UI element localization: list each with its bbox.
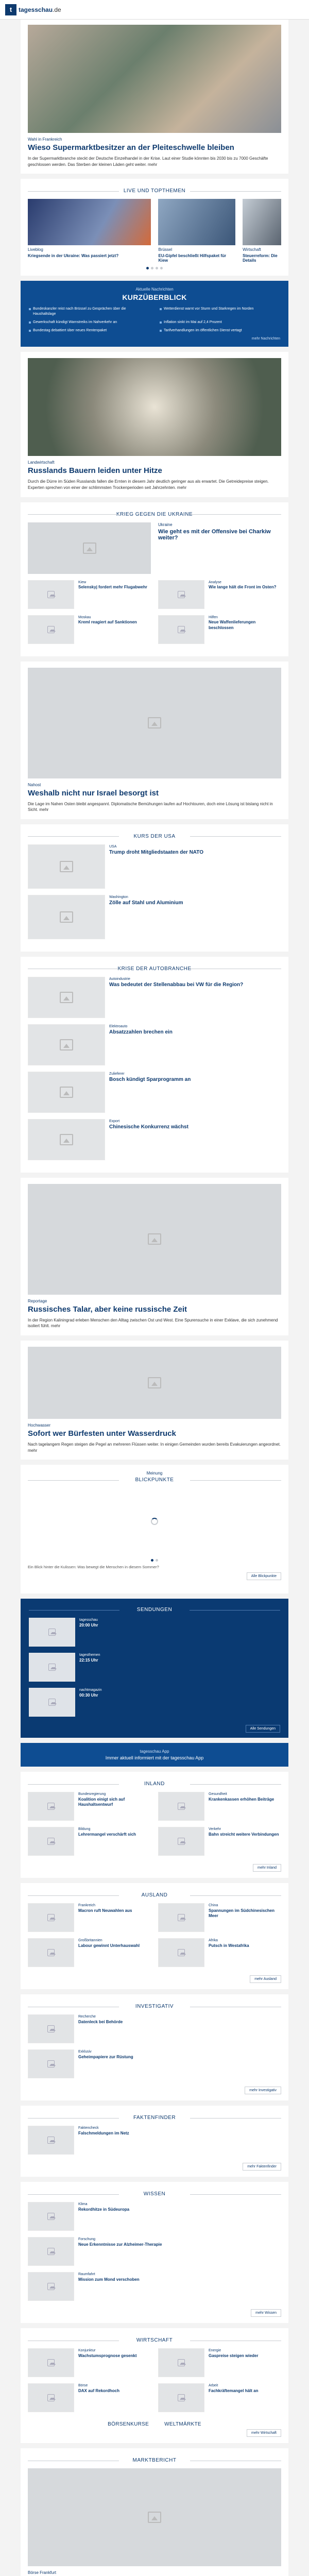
invest-section — [21, 1994, 288, 2100]
brief-kicker: Aktuelle Nachrichten — [135, 287, 174, 292]
ukraine-kicker: Ukraine — [158, 522, 173, 527]
blick-kicker: Meinung — [146, 1471, 163, 1476]
fakten-section — [21, 2106, 288, 2177]
item-title[interactable]: Gaspreise steigen wieder — [209, 2353, 259, 2358]
story-text: Nach tagelangem Regen steigen die Pegel an mehreren Flüssen weiter. In einigen Gemeinden wurden bereits Evakuierungen angeordnet. mehr — [28, 1442, 281, 1453]
market-teaser[interactable] — [28, 2468, 281, 2576]
item-kicker: Elektroauto — [109, 1024, 128, 1028]
wirtschaft-more-button[interactable]: mehr Wirtschaft — [247, 2429, 281, 2437]
live-title[interactable]: EU-Gipfel beschließt Hilfspaket für Kiew — [158, 253, 227, 263]
brief-more-link[interactable]: mehr Nachrichten — [251, 337, 280, 341]
item-title[interactable]: DAX auf Rekordhoch — [78, 2388, 120, 2393]
story-image-2 — [28, 1347, 281, 1419]
item-title[interactable]: Wachstumsprognose gesenkt — [78, 2353, 137, 2358]
item-title[interactable]: Zölle auf Stahl und Aluminium — [109, 900, 183, 906]
feature-text: Durch die Dürre im Süden Russlands fallen die Ernten in diesem Jahr deutlich geringer aus als erwartet. Die Getreidepreise steigen. Experten sprechen von einer der schlimmsten Trockenperioden seit Jahrzehnten. mehr — [28, 479, 269, 490]
usa-section — [21, 824, 288, 952]
feature-kicker: Landwirtschaft — [28, 460, 55, 465]
brief-heading: KURZÜBERBLICK — [122, 293, 187, 302]
item-title[interactable]: Rekordhitze in Südeuropa — [78, 2207, 130, 2212]
market-links — [28, 2421, 281, 2427]
blick-section — [21, 1465, 288, 1594]
live-kicker: Brüssel — [158, 247, 173, 252]
image-placeholder-icon — [158, 1938, 204, 1967]
live-title[interactable]: Steuerreform: Die Details — [243, 253, 278, 263]
carousel-dots[interactable] — [28, 1559, 281, 1562]
item-title[interactable]: Fachkräftemangel hält an — [209, 2388, 259, 2393]
image-placeholder-icon — [28, 1072, 105, 1113]
image-placeholder-icon — [158, 1903, 204, 1932]
list-item[interactable] — [158, 1792, 281, 1821]
list-item[interactable] — [28, 1938, 151, 1967]
section-heading-live: LIVE UND TOPTHEMEN — [28, 188, 281, 194]
list-item[interactable] — [28, 1792, 151, 1821]
image-placeholder-icon — [28, 1024, 105, 1065]
image-placeholder-icon — [28, 2202, 74, 2231]
image-placeholder-icon — [158, 2383, 204, 2412]
list-item[interactable] — [28, 1903, 151, 1932]
brief-bullet[interactable]: Bundestag debattiert über neues Rentenpaket — [29, 328, 149, 333]
item-title[interactable]: Kreml reagiert auf Sanktionen — [78, 620, 137, 624]
image-placeholder-icon — [158, 615, 204, 644]
list-item[interactable] — [28, 1072, 281, 1113]
inland-section — [21, 1772, 288, 1878]
feature-title[interactable]: Russlands Bauern leiden unter Hitze — [28, 466, 162, 476]
logo-mark: t — [5, 4, 16, 15]
item-title[interactable]: Neue Erkenntnisse zur Alzheimer-Therapie — [78, 2242, 162, 2247]
live-image-1 — [28, 199, 151, 245]
item-kicker: Großbritannien — [78, 1939, 102, 1943]
section-heading-ausland: AUSLAND — [28, 1892, 281, 1898]
ukraine-title[interactable]: Wie geht es mit der Offensive bei Charkiw weiter? — [158, 528, 271, 541]
list-item[interactable] — [28, 580, 151, 609]
ukraine-main-teaser[interactable] — [158, 522, 281, 541]
ausland-section — [21, 1883, 288, 1989]
item-kicker: Hilfen — [209, 615, 218, 619]
item-title[interactable]: Chinesische Konkurrenz wächst — [109, 1124, 188, 1130]
item-kicker: Gesundheit — [209, 1792, 227, 1797]
list-item[interactable] — [158, 1903, 281, 1932]
item-kicker: Börse — [78, 2384, 88, 2388]
section-heading-invest: INVESTIGATIV — [28, 2004, 281, 2009]
auto-section — [21, 957, 288, 1173]
section-heading-fakten: FAKTENFINDER — [28, 2115, 281, 2121]
image-placeholder-icon — [28, 1827, 74, 1856]
item-kicker: tagesschau — [79, 1618, 98, 1622]
list-item[interactable] — [28, 2202, 281, 2231]
image-placeholder-icon — [28, 2237, 74, 2266]
live-image-2 — [158, 199, 235, 245]
item-kicker: Forschung — [78, 2238, 96, 2242]
section-heading-wirtschaft: WIRTSCHAFT — [28, 2337, 281, 2343]
image-placeholder-icon — [28, 2126, 74, 2155]
list-item[interactable] — [28, 2014, 281, 2043]
ukraine-main-image — [28, 522, 151, 574]
market-section — [21, 2448, 288, 2576]
image-placeholder-icon — [28, 895, 105, 939]
item-kicker: Frankreich — [78, 1904, 96, 1908]
list-item[interactable] — [158, 2383, 281, 2412]
ausland-more-button[interactable]: mehr Ausland — [250, 1975, 281, 1983]
brief-bullet[interactable]: Bundeskanzler reist nach Brüssel zu Gesprächen über die Haushaltslage — [29, 307, 149, 317]
broadcast-section — [21, 1599, 288, 1738]
item-title[interactable]: Mission zum Mond verschoben — [78, 2277, 140, 2282]
item-kicker: Afrika — [209, 1939, 218, 1943]
section-heading-market: MARKTBERICHT — [28, 2458, 281, 2463]
logo-name: tagesschau — [19, 6, 53, 13]
item-kicker: Zulieferer — [109, 1072, 125, 1076]
item-title[interactable]: Neue Waffenlieferungen beschlossen — [209, 620, 256, 630]
brief-bullet[interactable]: Tarifverhandlungen im öffentlichen Dienst vertagt — [160, 328, 280, 333]
item-kicker: Moskau — [78, 615, 91, 619]
list-item[interactable] — [158, 2348, 281, 2377]
list-item[interactable] — [158, 1827, 281, 1856]
image-placeholder-icon — [28, 1938, 74, 1967]
list-item[interactable] — [28, 1119, 281, 1160]
list-item[interactable] — [28, 2237, 281, 2266]
list-item[interactable] — [28, 615, 151, 644]
image-placeholder-icon — [29, 1618, 75, 1647]
list-item[interactable] — [29, 1688, 280, 1717]
list-item[interactable] — [28, 2383, 151, 2412]
lead-teaser[interactable] — [21, 20, 288, 174]
item-title[interactable]: Bosch kündigt Sparprogramm an — [109, 1077, 191, 1083]
item-title[interactable]: Krankenkassen erhöhen Beiträge — [209, 1797, 274, 1802]
story-teaser[interactable] — [21, 1178, 288, 1335]
item-kicker: USA — [109, 844, 117, 849]
image-placeholder-icon — [28, 2383, 74, 2412]
politics-text: Die Lage im Nahen Osten bleibt angespannt. Diplomatische Bemühungen laufen auf Hochtouren, doch eine Lösung ist bislang nicht in Sicht. mehr — [28, 801, 273, 812]
list-item[interactable] — [28, 1024, 281, 1065]
ukraine-section — [21, 502, 288, 656]
list-item[interactable] — [28, 895, 281, 939]
image-placeholder-icon — [28, 844, 105, 889]
image-placeholder-icon — [28, 2272, 74, 2301]
item-kicker: Raumfahrt — [78, 2273, 95, 2277]
item-kicker: tagesthemen — [79, 1653, 100, 1657]
image-placeholder-icon — [28, 580, 74, 609]
item-title[interactable]: Macron ruft Neuwahlen aus — [78, 1908, 132, 1913]
item-kicker: Verkehr — [209, 1827, 221, 1832]
image-placeholder-icon — [28, 1119, 105, 1160]
politics-kicker: Nahost — [28, 782, 41, 787]
wissen-section — [21, 2182, 288, 2323]
feature-image — [28, 358, 281, 456]
live-section — [21, 179, 288, 276]
item-title[interactable]: Geheimpapiere zur Rüstung — [78, 2054, 133, 2059]
item-title[interactable]: 20:00 Uhr — [79, 1622, 98, 1628]
item-title[interactable]: Spannungen im Südchinesischen Meer — [209, 1908, 275, 1919]
market-image — [28, 2468, 281, 2566]
brief-bullet[interactable]: Gewerkschaft kündigt Warnstreiks im Nahverkehr an — [29, 320, 149, 325]
brief-bullet[interactable]: Inflation sinkt im Mai auf 2,4 Prozent — [160, 320, 280, 325]
item-kicker: Energie — [209, 2349, 221, 2353]
lead-image — [28, 25, 281, 133]
item-kicker: Konjunktur — [78, 2349, 96, 2353]
item-title[interactable]: Putsch in Westafrika — [209, 1943, 249, 1948]
app-promo[interactable] — [21, 1743, 288, 1767]
image-placeholder-icon — [29, 1688, 75, 1717]
list-item[interactable] — [28, 844, 281, 889]
story-title[interactable]: Sofort wer Bürfesten unter Wasserdruck — [28, 1429, 176, 1438]
fakten-more-button[interactable]: mehr Faktenfinder — [243, 2163, 281, 2171]
item-title[interactable]: Koalition einigt sich auf Haushaltsentwurf — [78, 1797, 125, 1807]
item-kicker: Analyse — [209, 580, 221, 584]
image-placeholder-icon — [28, 2014, 74, 2043]
image-placeholder-icon — [28, 615, 74, 644]
section-heading-usa: KURS DER USA — [28, 834, 281, 839]
list-item[interactable] — [29, 1618, 280, 1647]
image-placeholder-icon — [148, 1233, 161, 1245]
promo-text: Immer aktuell informiert mit der tagesschau App — [105, 1755, 204, 1761]
item-title[interactable]: Bahn streicht weitere Verbindungen — [209, 1832, 279, 1837]
lead-kicker: Wahl in Frankreich — [28, 137, 62, 142]
item-title[interactable]: Datenleck bei Behörde — [78, 2019, 123, 2024]
lead-text: In der Supermarktbranche steckt der Deutsche Einzelhandel in der Krise. Laut einer Studie könnten bis 2030 bis zu 7000 Geschäfte geschlossen werden. Das Sterben der kleinen Läden geht weiter. mehr — [28, 156, 268, 167]
list-item[interactable] — [158, 1938, 281, 1967]
section-heading-wissen: WISSEN — [28, 2191, 281, 2197]
image-placeholder-icon — [148, 717, 161, 728]
item-title[interactable]: 22:15 Uhr — [79, 1657, 98, 1663]
item-kicker: Faktencheck — [78, 2126, 99, 2130]
list-item[interactable] — [29, 1653, 280, 1682]
blick-caption: Ein Blick hinter die Kulissen: Was bewegt die Menschen in diesem Sommer? — [28, 1565, 159, 1570]
story-kicker: Hochwasser — [28, 1422, 51, 1428]
item-kicker: Export — [109, 1119, 120, 1123]
site-logo[interactable] — [5, 4, 61, 15]
item-title[interactable]: Absatzzahlen brechen ein — [109, 1029, 173, 1036]
image-placeholder-icon — [158, 1792, 204, 1821]
item-title[interactable]: Falschmeldungen im Netz — [78, 2130, 129, 2136]
image-placeholder-icon — [28, 2348, 74, 2377]
list-item[interactable] — [28, 2049, 281, 2078]
item-title[interactable]: Was bedeutet der Stellenabbau bei VW für die Region? — [109, 982, 244, 988]
image-placeholder-icon — [29, 1653, 75, 1682]
image-placeholder-icon — [158, 1827, 204, 1856]
item-kicker: Arbeit — [209, 2384, 218, 2388]
image-placeholder-icon — [28, 1903, 74, 1932]
item-title[interactable]: Labour gewinnt Unterhauswahl — [78, 1943, 140, 1948]
list-item[interactable] — [28, 977, 281, 1018]
list-item[interactable] — [158, 580, 281, 609]
invest-more-button[interactable]: mehr Investigativ — [245, 2087, 281, 2094]
spinner-icon — [151, 1518, 158, 1525]
promo-kicker: tagesschau App — [140, 1749, 169, 1754]
list-item[interactable] — [158, 615, 281, 644]
story-image — [28, 1184, 281, 1295]
item-kicker: Bundesregierung — [78, 1792, 106, 1797]
item-kicker: nachtmagazin — [79, 1688, 102, 1692]
blick-more-button[interactable]: Alle Blickpunkte — [247, 1572, 281, 1580]
image-placeholder-icon — [28, 2049, 74, 2078]
section-heading-broadcasts: SENDUNGEN — [29, 1607, 280, 1613]
item-kicker: Kiew — [78, 580, 87, 584]
item-title[interactable]: Trump droht Mitgliedstaaten der NATO — [109, 850, 203, 856]
inland-more-button[interactable]: mehr Inland — [253, 1864, 281, 1872]
feature-teaser[interactable] — [21, 352, 288, 497]
image-placeholder-icon — [158, 2348, 204, 2377]
image-placeholder-icon — [28, 977, 105, 1018]
section-heading-auto: KRISE DER AUTOBRANCHE — [28, 966, 281, 972]
section-heading-inland: INLAND — [28, 1781, 281, 1787]
wissen-more-button[interactable]: mehr Wissen — [251, 2309, 281, 2317]
item-kicker: Klima — [78, 2202, 88, 2207]
market-link-weltmaerkte[interactable]: WELTMÄRKTE — [164, 2421, 201, 2428]
wirtschaft-section — [21, 2328, 288, 2443]
site-header — [0, 0, 309, 20]
logo-suffix: .de — [53, 6, 61, 13]
story-kicker: Reportage — [28, 1298, 47, 1303]
live-title[interactable]: Kriegsende in der Ukraine: Was passiert jetzt? — [28, 253, 119, 259]
image-placeholder-icon — [148, 2512, 161, 2523]
item-kicker: Recherche — [78, 2015, 96, 2019]
loading-spinner — [28, 1488, 281, 1555]
live-kicker: Wirtschaft — [243, 247, 261, 252]
list-item[interactable] — [28, 1827, 151, 1856]
item-kicker: Autoindustrie — [109, 977, 130, 981]
lead-title[interactable]: Wieso Supermarktbesitzer an der Pleiteschwelle bleiben — [28, 143, 234, 152]
story-teaser-2[interactable] — [21, 1341, 288, 1460]
live-item[interactable] — [28, 199, 151, 258]
image-placeholder-icon — [148, 1377, 161, 1388]
list-item[interactable] — [28, 2126, 281, 2155]
brief-section — [21, 281, 288, 347]
politics-title[interactable]: Weshalb nicht nur Israel besorgt ist — [28, 788, 159, 798]
story-title[interactable]: Russisches Talar, aber keine russische Zeit — [28, 1304, 187, 1314]
list-item[interactable] — [28, 2348, 151, 2377]
image-placeholder-icon — [83, 543, 96, 554]
broadcasts-more-button[interactable]: Alle Sendungen — [246, 1725, 280, 1733]
live-image-3 — [243, 199, 281, 245]
story-text: In der Region Kaliningrad erleben Menschen den Alltag zwischen Ost und West. Eine Spurensuche in einer Exklave, die sich zunehmend isoliert fühlt. mehr — [28, 1317, 278, 1329]
live-item[interactable] — [243, 199, 281, 263]
list-item[interactable] — [28, 2272, 281, 2301]
politics-image — [28, 668, 281, 778]
live-kicker: Liveblog — [28, 247, 43, 252]
item-kicker: China — [209, 1904, 218, 1908]
item-kicker: Washington — [109, 895, 128, 899]
item-kicker: Bildung — [78, 1827, 91, 1832]
market-kicker: Börse Frankfurt — [28, 2570, 57, 2575]
brief-bullet[interactable]: Wetterdienst warnt vor Sturm und Starkregen im Norden — [160, 307, 280, 317]
item-title[interactable]: 00:30 Uhr — [79, 1692, 98, 1698]
market-link-boersenkurse[interactable]: BÖRSENKURSE — [108, 2421, 149, 2428]
politics-teaser[interactable] — [21, 662, 288, 819]
item-title[interactable]: Lehrermangel verschärft sich — [78, 1832, 136, 1837]
item-kicker: Exklusiv — [78, 2050, 92, 2054]
item-title[interactable]: Selenskyj fordert mehr Flugabwehr — [78, 585, 147, 589]
live-item[interactable] — [158, 199, 235, 263]
item-title[interactable]: Wie lange hält die Front im Osten? — [209, 585, 277, 589]
carousel-dots[interactable] — [28, 267, 281, 269]
section-heading-ukraine: KRIEG GEGEN DIE UKRAINE — [28, 512, 281, 517]
image-placeholder-icon — [158, 580, 204, 609]
section-heading-blick: BLICKPUNKTE — [28, 1477, 281, 1483]
image-placeholder-icon — [28, 1792, 74, 1821]
